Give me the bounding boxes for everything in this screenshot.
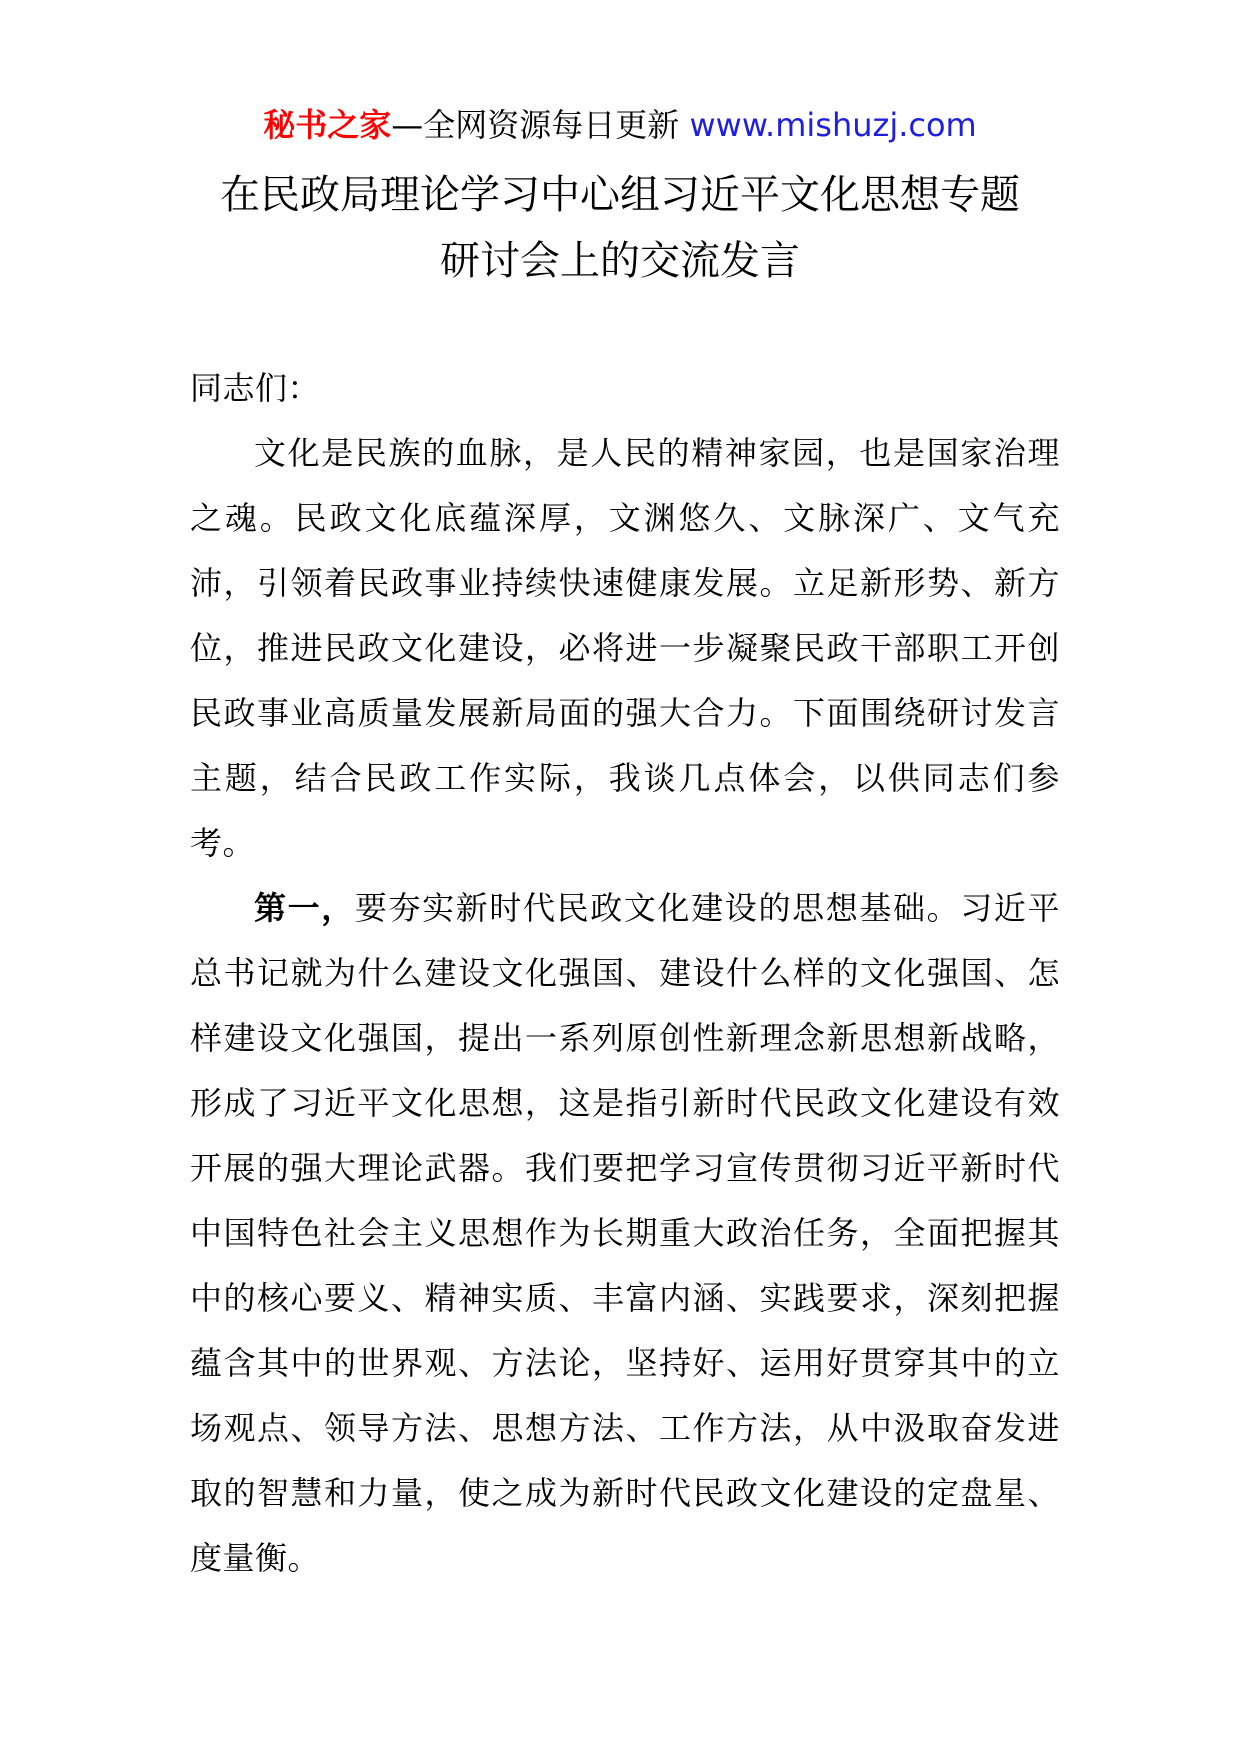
paragraph-intro: 文化是民族的血脉，是人民的精神家园，也是国家治理之魂。民政文化底蕴深厚，文渊悠久、文脉深广、文气充沛，引领着民政事业持续快速健康发展。立足新形势、新方位，推进民政文化建设，必将进一步凝聚民政干部职工开创民政事业高质量发展新局面的强大合力。下面围绕研讨发言主题，结合民政工作实际，我谈几点体会，以供同志们参考。	[190, 434, 1060, 862]
paragraph-first-point-lead: 第一，	[254, 889, 355, 927]
paragraph-first-point	[190, 876, 1060, 1591]
site-url-link[interactable]: www.mishuzj.com	[689, 106, 977, 144]
document-title	[130, 162, 1110, 294]
document-title-line-1: 在民政局理论学习中心组习近平文化思想专题	[220, 172, 1020, 218]
paragraph-first-point-text: 要夯实新时代民政文化建设的思想基础。习近平总书记就为什么建设文化强国、建设什么样的文化强国、怎样建设文化强国，提出一系列原创性新理念新思想新战略，形成了习近平文化思想，这是指引新时代民政文化建设有效开展的强大理论武器。我们要把学习宣传贯彻习近平新时代中国特色社会主义思想作为长期重大政治任务，全面把握其中的核心要义、精神实质、丰富内涵、实践要求，深刻把握蕴含其中的世界观、方法论，坚持好、运用好贯穿其中的立场观点、领导方法、思想方法、工作方法，从中汲取奋发进取的智慧和力量，使之成为新时代民政文化建设的定盘星、度量衡。	[190, 889, 1060, 1577]
document-body	[190, 356, 1060, 1591]
site-header	[0, 100, 1240, 150]
document-title-line-2: 研讨会上的交流发言	[440, 238, 800, 284]
greeting: 同志们：	[190, 369, 321, 407]
site-tagline: —全网资源每日更新	[391, 106, 690, 144]
site-brand: 秘书之家	[263, 106, 392, 144]
